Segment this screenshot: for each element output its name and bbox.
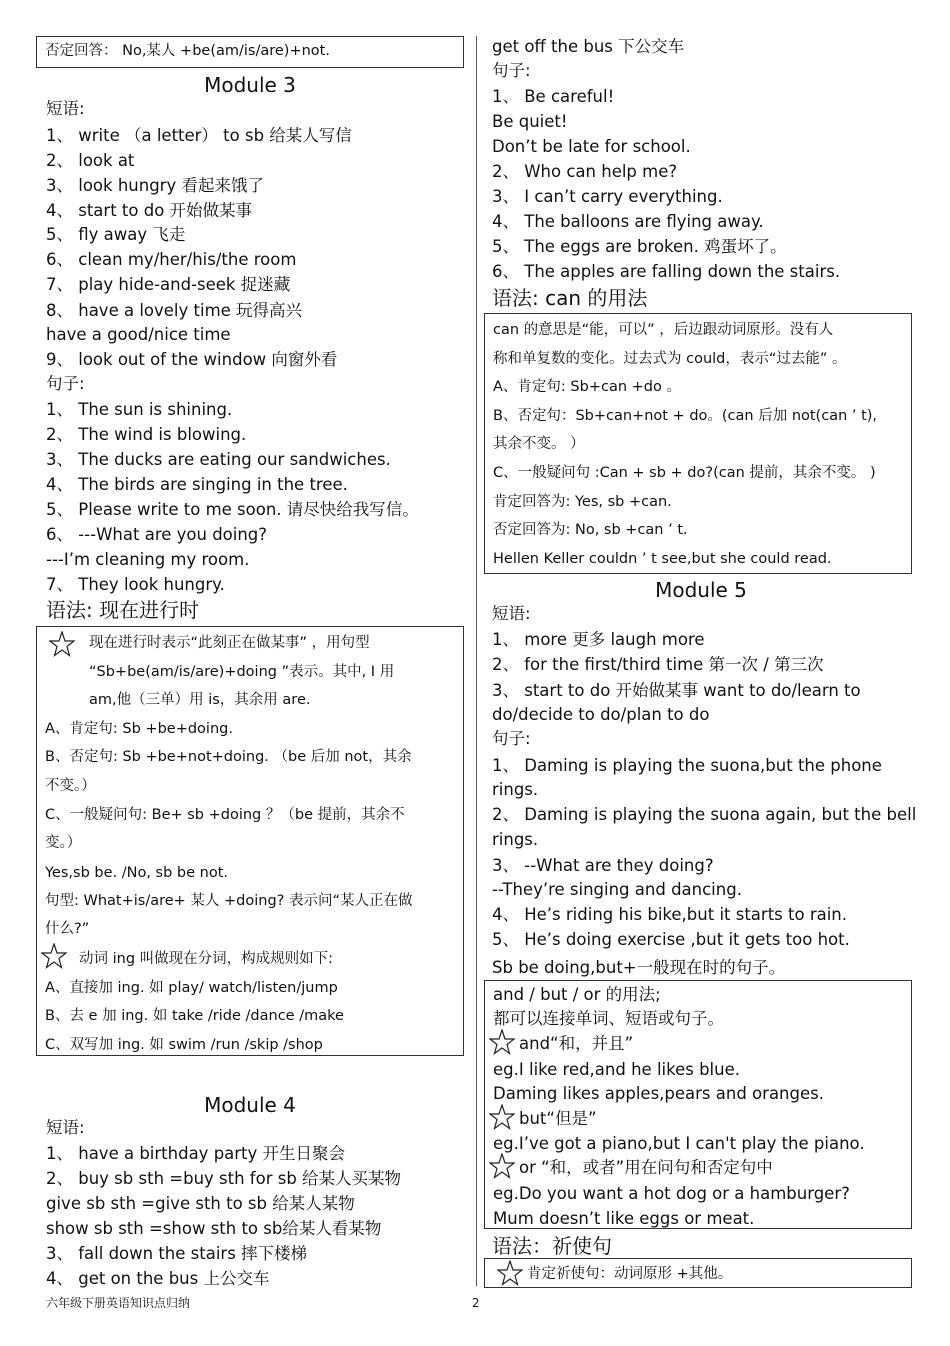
- imperative-box: [484, 1258, 912, 1288]
- conj-line: Mum doesn’t like eggs or meat.: [493, 1209, 755, 1228]
- sentence-item: 6、 The apples are falling down the stairs.: [492, 262, 841, 281]
- sentence-item: 1、 The sun is shining.: [46, 400, 233, 419]
- module-3-phrases-label: 短语:: [46, 99, 85, 118]
- conj-line: and“和，并且”: [519, 1034, 634, 1053]
- phrase-item: 3、 fall down the stairs 摔下楼梯: [46, 1244, 308, 1263]
- grammar-line: “Sb+be(am/is/are)+doing ”表示。其中, I 用: [89, 664, 395, 680]
- sentence-item: 4、 The birds are singing in the tree.: [46, 475, 348, 494]
- phrase-item: 1、 write （a letter） to sb 给某人写信: [46, 126, 352, 145]
- sentence-item: Sb be doing,but+一般现在时的句子。: [492, 958, 786, 977]
- module-5-sentences-label: 句子:: [492, 729, 531, 748]
- phrase-item: show sb sth =show sth to sb给某人看某物: [46, 1219, 382, 1238]
- sentence-item: Don’t be late for school.: [492, 137, 691, 156]
- grammar-line: can 的意思是“能，可以” ，后边跟动词原形。没有人: [493, 322, 834, 338]
- grammar-line: 变。）: [45, 835, 82, 851]
- conj-line: eg.I’ve got a piano,but I can't play the piano.: [493, 1134, 865, 1153]
- grammar-line: 动词 ing 叫做现在分词，构成规则如下:: [79, 951, 334, 967]
- grammar-line: B、去 e 加 ing. 如 take /ride /dance /make: [45, 1008, 344, 1024]
- sentence-item: ---I’m cleaning my room.: [46, 550, 250, 569]
- grammar-line: 句型: What+is/are+ 某人 +doing? 表示问“某人正在做: [45, 893, 413, 909]
- star-icon: [497, 1260, 523, 1286]
- sentence-item: 5、 He’s doing exercise ,but it gets too hot.: [492, 930, 850, 949]
- sentence-item: Be quiet!: [492, 112, 568, 131]
- phrase-item: 8、 have a lovely time 玩得高兴: [46, 301, 303, 320]
- phrase-item: 1、 more 更多 laugh more: [492, 630, 705, 649]
- module-4-title: Module 4: [204, 1093, 296, 1117]
- module-5-title: Module 5: [655, 578, 747, 602]
- sentence-item: 6、 ---What are you doing?: [46, 525, 268, 544]
- grammar-line: 现在进行时表示“此刻正在做某事” ，用句型: [89, 635, 370, 651]
- phrase-item: give sb sth =give sth to sb 给某人某物: [46, 1194, 355, 1213]
- negative-answer-text: 否定回答： No,某人 +be(am/is/are)+not.: [45, 43, 330, 59]
- phrase-item: 1、 have a birthday party 开生日聚会: [46, 1144, 346, 1163]
- module-4-phrases-label: 短语:: [46, 1118, 85, 1137]
- grammar-line: C、一般疑问句: Be+ sb +doing ？（be 提前，其余不: [45, 807, 405, 823]
- sentence-item: --They’re singing and dancing.: [492, 880, 742, 899]
- sentence-item: rings.: [492, 830, 539, 849]
- grammar-line: B、否定句: Sb +be+not+doing. （be 后加 not，其余: [45, 749, 412, 765]
- sentence-item: 4、 The balloons are flying away.: [492, 212, 764, 231]
- imperative-text: 肯定祈使句：动词原形 +其他。: [527, 1266, 733, 1282]
- can-usage-box: [484, 313, 912, 574]
- star-icon: [489, 1104, 515, 1130]
- conj-line: 都可以连接单词、短语或句子。: [493, 1009, 724, 1028]
- footer-title: 六年级下册英语知识点归纳: [46, 1296, 191, 1310]
- phrase-item: 6、 clean my/her/his/the room: [46, 250, 297, 269]
- phrase-item: 2、 look at: [46, 151, 135, 170]
- phrase-item: get off the bus 下公交车: [492, 37, 685, 56]
- conjunction-box: [484, 980, 912, 1229]
- phrase-item: 9、 look out of the window 向窗外看: [46, 350, 338, 369]
- sentence-item: 5、 The eggs are broken. 鸡蛋坏了。: [492, 237, 787, 256]
- grammar-line: B、否定句：Sb+can+not + do。(can 后加 not(can ’ t),: [493, 408, 878, 424]
- grammar-line: 肯定回答为: Yes, sb +can.: [493, 494, 672, 510]
- phrase-item: 3、 start to do 开始做某事 want to do/learn to: [492, 681, 861, 700]
- module-3-sentences-label: 句子:: [46, 374, 85, 393]
- star-icon: [489, 1029, 515, 1055]
- page-number: 2: [472, 1296, 480, 1310]
- grammar-line: A、直接加 ing. 如 play/ watch/listen/jump: [45, 980, 338, 996]
- sentence-item: 4、 He’s riding his bike,but it starts to rain.: [492, 905, 847, 924]
- module-5-phrases-label: 短语:: [492, 604, 531, 623]
- phrase-item: 2、 buy sb sth =buy sth for sb 给某人买某物: [46, 1169, 402, 1188]
- grammar-line: C、一般疑问句 :Can + sb + do?(can 提前，其余不变。 ): [493, 465, 876, 481]
- present-continuous-box: [36, 626, 464, 1056]
- sentence-item: 2、 Who can help me?: [492, 162, 678, 181]
- grammar-line: Hellen Keller couldn ’ t see,but she could read.: [493, 551, 832, 567]
- grammar-line: Yes,sb be. /No, sb be not.: [45, 865, 229, 881]
- grammar-line: am,他（三单）用 is，其余用 are.: [89, 692, 311, 708]
- conj-line: eg.I like red,and he likes blue.: [493, 1060, 740, 1079]
- phrase-item: 2、 for the first/third time 第一次 / 第三次: [492, 655, 824, 674]
- phrase-item: 7、 play hide-and-seek 捉迷藏: [46, 275, 291, 294]
- sentence-item: 3、 --What are they doing?: [492, 856, 714, 875]
- conj-line: and / but / or 的用法;: [493, 985, 661, 1004]
- sentence-item: 3、 I can’t carry everything.: [492, 187, 723, 206]
- phrase-item: 4、 get on the bus 上公交车: [46, 1269, 270, 1288]
- grammar-line: A、肯定句: Sb +be+doing.: [45, 721, 233, 737]
- sentence-item: 1、 Be careful!: [492, 87, 615, 106]
- sentence-item: 1、 Daming is playing the suona,but the phone: [492, 756, 882, 775]
- module-3-grammar-title: 语法: 现在进行时: [46, 598, 200, 622]
- sentence-item: 5、 Please write to me soon. 请尽快给我写信。: [46, 500, 419, 519]
- phrase-item: do/decide to do/plan to do: [492, 705, 710, 724]
- phrase-item: 4、 start to do 开始做某事: [46, 201, 253, 220]
- sentence-item: 2、 The wind is blowing.: [46, 425, 247, 444]
- grammar-line: 什么?”: [45, 921, 90, 937]
- grammar-line: 否定回答为: No, sb +can ’ t.: [493, 522, 688, 538]
- module-3-title: Module 3: [204, 73, 296, 97]
- star-icon: [41, 943, 67, 969]
- phrase-item: have a good/nice time: [46, 325, 231, 344]
- conj-line: Daming likes apples,pears and oranges.: [493, 1084, 824, 1103]
- star-icon: [49, 631, 75, 657]
- can-grammar-title: 语法: can 的用法: [492, 286, 648, 310]
- negative-answer-box: [36, 36, 464, 68]
- grammar-line: C、双写加 ing. 如 swim /run /skip /shop: [45, 1037, 323, 1053]
- grammar-line: 称和单复数的变化。过去式为 could，表示“过去能” 。: [493, 351, 847, 367]
- module-4-sentences-label: 句子:: [492, 61, 531, 80]
- grammar-line: A、肯定句: Sb+can +do 。: [493, 379, 681, 395]
- phrase-item: 3、 look hungry 看起来饿了: [46, 176, 264, 195]
- sentence-item: 3、 The ducks are eating our sandwiches.: [46, 450, 391, 469]
- grammar-line: 其余不变。 ）: [493, 436, 585, 452]
- sentence-item: 2、 Daming is playing the suona again, but the bell: [492, 805, 917, 824]
- imperative-grammar-title: 语法：祈使句: [492, 1234, 612, 1258]
- sentence-item: rings.: [492, 780, 539, 799]
- conj-line: or “和，或者”用在问句和否定句中: [519, 1158, 773, 1177]
- conj-line: but“但是”: [519, 1109, 597, 1128]
- phrase-item: 5、 fly away 飞走: [46, 225, 186, 244]
- conj-line: eg.Do you want a hot dog or a hamburger?: [493, 1184, 850, 1203]
- grammar-line: 不变。）: [45, 778, 96, 794]
- column-divider: [476, 36, 477, 1286]
- sentence-item: 7、 They look hungry.: [46, 575, 225, 594]
- star-icon: [489, 1153, 515, 1179]
